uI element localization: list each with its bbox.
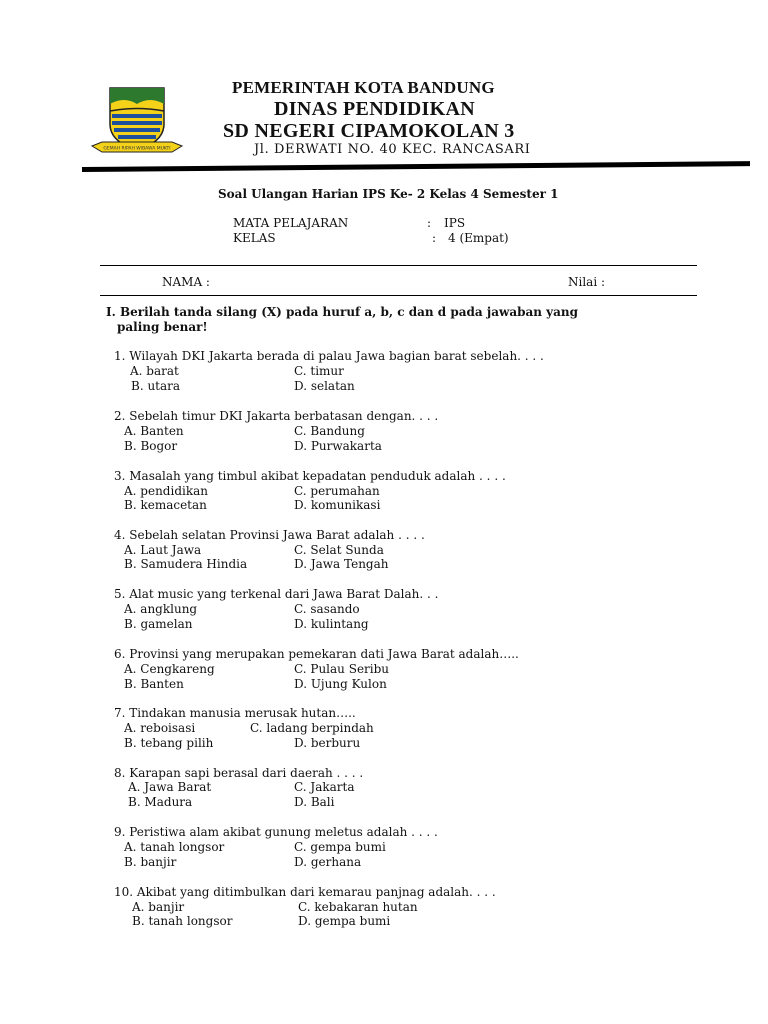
name-label: NAMA : — [162, 275, 210, 289]
score-label: Nilai : — [568, 275, 606, 289]
class-value: 4 (Empat) — [448, 231, 509, 245]
q9-option-a: A. tanah longsor — [124, 840, 225, 854]
q10-option-b: B. tanah longsor — [132, 914, 233, 928]
question-5: 5. Alat music yang terkenal dari Jawa Barat Dalah. . . — [114, 587, 439, 601]
q1-option-b: B. utara — [131, 379, 181, 393]
q5-option-a: A. angklung — [124, 602, 198, 616]
q7-option-c: C. ladang berpindah — [250, 721, 374, 735]
school-address: Jl. DERWATI NO. 40 KEC. RANCASARI — [254, 142, 531, 157]
q5-option-d: D. kulintang — [294, 617, 369, 631]
q1-option-d: D. selatan — [294, 379, 355, 393]
question-4: 4. Sebelah selatan Provinsi Jawa Barat adalah . . . . — [114, 528, 425, 542]
q2-option-d: D. Purwakarta — [294, 439, 382, 453]
subject-label: MATA PELAJARAN — [233, 216, 349, 230]
government-name: PEMERINTAH KOTA BANDUNG — [232, 78, 495, 97]
q10-option-d: D. gempa bumi — [298, 914, 391, 928]
city-logo — [88, 84, 186, 158]
q5-option-c: C. sasando — [294, 602, 360, 616]
q7-option-b: B. tebang pilih — [124, 736, 214, 750]
question-7: 7. Tindakan manusia merusak hutan….. — [114, 706, 356, 720]
instruction-line-2: paling benar! — [117, 320, 208, 334]
q9-option-d: D. gerhana — [294, 855, 362, 869]
q4-option-b: B. Samudera Hindia — [124, 557, 248, 571]
q8-option-a: A. Jawa Barat — [128, 780, 212, 794]
question-10: 10. Akibat yang ditimbulkan dari kemarau panjnag adalah. . . . — [114, 885, 496, 899]
q9-option-c: C. gempa bumi — [294, 840, 386, 854]
q7-option-a: A. reboisasi — [124, 721, 196, 735]
school-name: SD NEGERI CIPAMOKOLAN 3 — [223, 120, 515, 142]
question-2: 2. Sebelah timur DKI Jakarta berbatasan dengan. . . . — [114, 409, 439, 423]
q8-option-c: C. Jakarta — [294, 780, 355, 794]
class-label: KELAS — [233, 231, 276, 245]
subject-value: IPS — [444, 216, 466, 230]
question-6: 6. Provinsi yang merupakan pemekaran dati Jawa Barat adalah….. — [114, 647, 519, 661]
q6-option-d: D. Ujung Kulon — [294, 677, 387, 691]
q1-option-c: C. timur — [294, 364, 344, 378]
q3-option-a: A. pendidikan — [124, 484, 208, 498]
name-box-bottom-rule — [100, 295, 697, 296]
q6-option-a: A. Cengkareng — [124, 662, 215, 676]
q10-option-a: A. banjir — [132, 900, 185, 914]
q10-option-c: C. kebakaran hutan — [298, 900, 418, 914]
q4-option-a: A. Laut Jawa — [124, 543, 202, 557]
q6-option-b: B. Banten — [124, 677, 184, 691]
subject-separator: : — [427, 216, 432, 230]
q3-option-d: D. komunikasi — [294, 498, 381, 512]
q4-option-d: D. Jawa Tengah — [294, 557, 389, 571]
q3-option-c: C. perumahan — [294, 484, 380, 498]
header-divider — [82, 161, 750, 172]
q8-option-b: B. Madura — [128, 795, 193, 809]
q5-option-b: B. gamelan — [124, 617, 193, 631]
class-separator: : — [432, 231, 437, 245]
q4-option-c: C. Selat Sunda — [294, 543, 384, 557]
name-box-top-rule — [100, 265, 697, 266]
question-1: 1. Wilayah DKI Jakarta berada di palau Jawa bagian barat sebelah. . . . — [114, 349, 544, 363]
q3-option-b: B. kemacetan — [124, 498, 207, 512]
question-9: 9. Peristiwa alam akibat gunung meletus adalah . . . . — [114, 825, 438, 839]
q2-option-b: B. Bogor — [124, 439, 178, 453]
department-name: DINAS PENDIDIKAN — [274, 98, 475, 120]
q6-option-c: C. Pulau Seribu — [294, 662, 390, 676]
q7-option-d: D. berburu — [294, 736, 361, 750]
question-8: 8. Karapan sapi berasal dari daerah . . . . — [114, 766, 364, 780]
logo-motto: GEMAH RIPAH WIBAWA MUKTI — [103, 146, 171, 152]
instruction-line-1: I. Berilah tanda silang (X) pada huruf a, b, c dan d pada jawaban yang — [106, 305, 579, 319]
q2-option-c: C. Bandung — [294, 424, 365, 438]
q9-option-b: B. banjir — [124, 855, 177, 869]
q8-option-d: D. Bali — [294, 795, 335, 809]
question-3: 3. Masalah yang timbul akibat kepadatan penduduk adalah . . . . — [114, 469, 506, 483]
q1-option-a: A. barat — [130, 364, 179, 378]
q2-option-a: A. Banten — [124, 424, 184, 438]
exam-title: Soal Ulangan Harian IPS Ke- 2 Kelas 4 Semester 1 — [218, 187, 559, 201]
